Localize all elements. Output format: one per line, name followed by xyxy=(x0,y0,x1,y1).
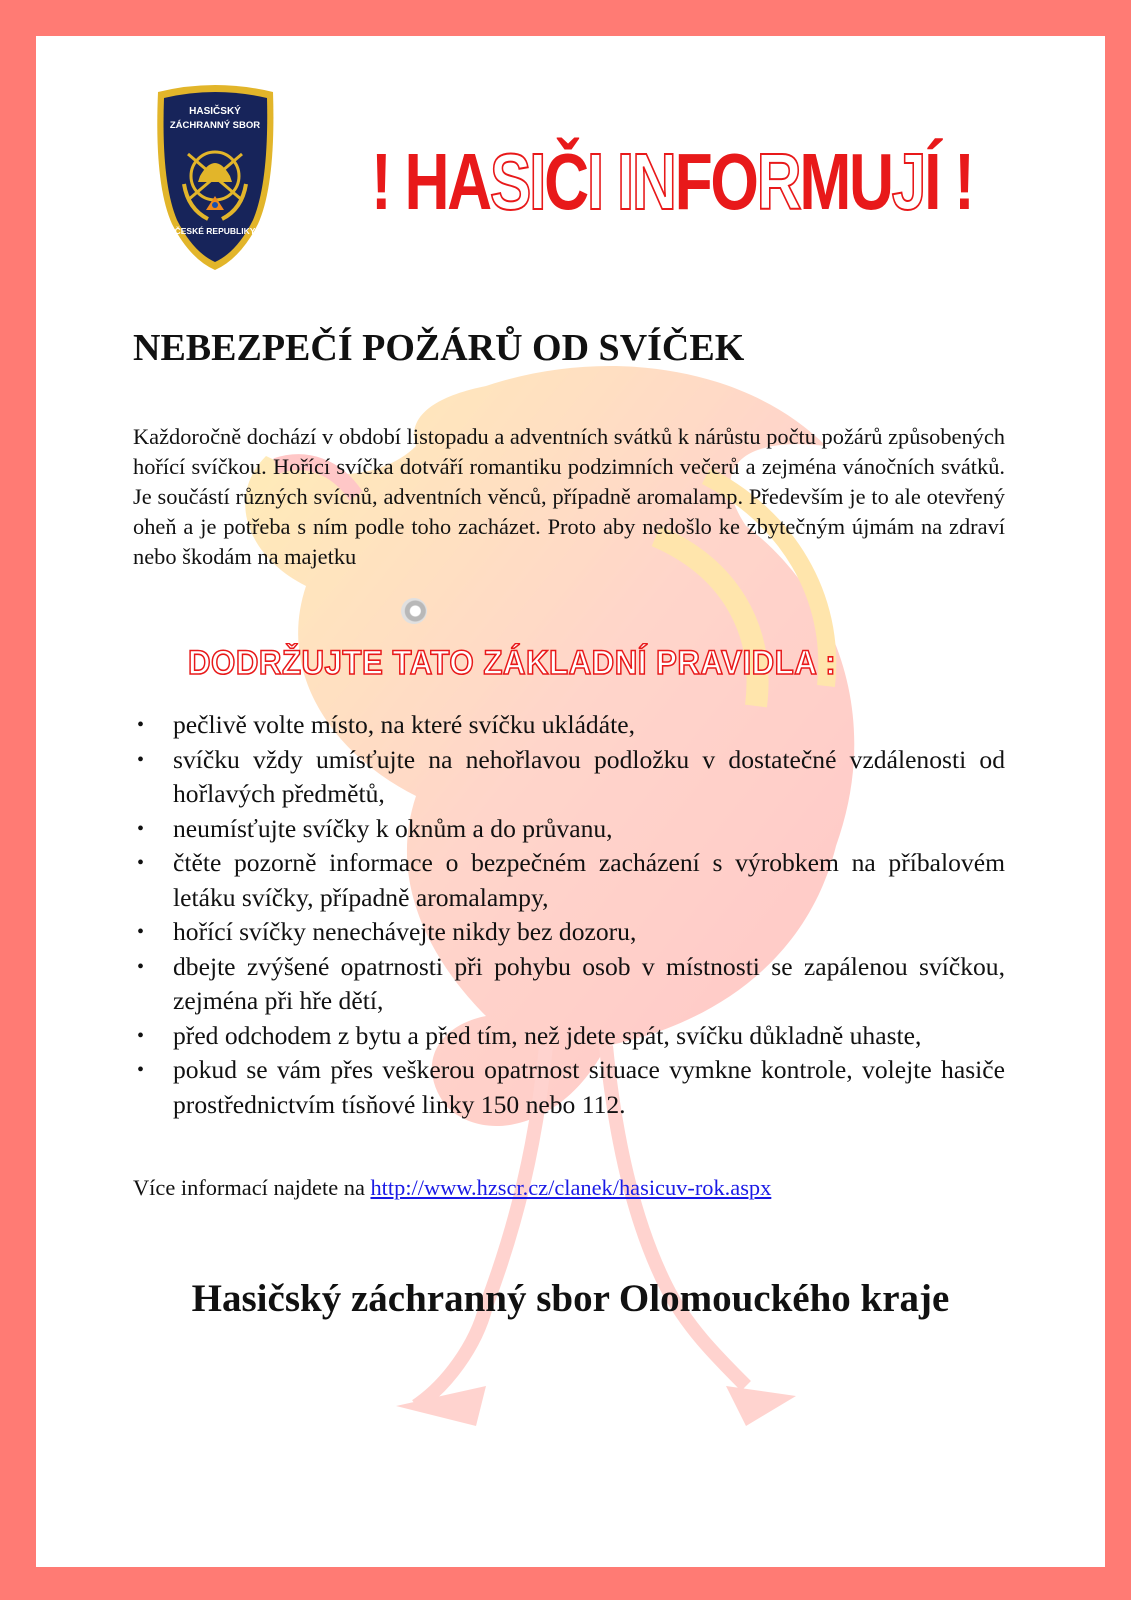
hzs-cr-badge-logo xyxy=(148,84,283,274)
banner-part: SI xyxy=(489,137,545,226)
rule-item: • před odchodem z bytu a před tím, než jdete spát, svíčku důkladně uhaste, xyxy=(133,1019,1005,1054)
banner-part: Í xyxy=(924,137,940,226)
banner-part: J xyxy=(891,137,925,226)
badge-text-top-line1: HASIČSKÝ xyxy=(189,106,241,117)
more-info-link[interactable]: http://www.hzscr.cz/clanek/hasicuv-rok.aspx xyxy=(370,1175,772,1200)
banner-part: R xyxy=(756,137,800,226)
cd-mark-icon xyxy=(401,598,427,624)
banner-part: HA xyxy=(404,137,490,226)
rule-item: • svíčku vždy umísťujte na nehořlavou podložku v dostatečné vzdálenosti od hořlavých předmětů, xyxy=(133,743,1005,812)
banner-part: FO xyxy=(674,137,757,226)
rule-item: • dbejte zvýšené opatrnosti při pohybu osob v místnosti se zapálenou svíčkou, zejména při hře dětí, xyxy=(133,950,1005,1019)
rules-list xyxy=(133,708,1005,1122)
rule-item: • čtěte pozorně informace o bezpečném zacházení s výrobkem na příbalovém letáku svíčky, případně aromalampy, xyxy=(133,846,1005,915)
rule-item: • pečlivě volte místo, na které svíčku ukládáte, xyxy=(133,708,1005,743)
banner-part: MU xyxy=(799,137,892,226)
intro-paragraph: Každoročně dochází v období listopadu a adventních svátků k nárůstu počtu požárů způsobených hořící svíčkou. Hořící svíčka dotváří romantiku podzimních večerů a zejména vánočních svátků. Je součástí různých svícnů, adventních věnců, případně aromalamp. Především je to ale otevřený oheň a je potřeba s ním podle toho zacházet. Proto aby nedošlo ke zbytečným újmám na zdraví nebo škodám na majetku xyxy=(133,424,1005,569)
rules-heading: DODRŽUJTE TATO ZÁKLADNÍ PRAVIDLA : xyxy=(188,644,837,682)
poster-page xyxy=(36,36,1105,1567)
page-title: NEBEZPEČÍ POŽÁRŮ OD SVÍČEK xyxy=(133,327,745,369)
badge-text-bottom: ČESKÉ REPUBLIKY xyxy=(174,226,256,236)
banner-part: Č xyxy=(544,137,587,226)
rule-item: • hořící svíčky nenechávejte nikdy bez dozoru, xyxy=(133,915,1005,950)
banner-part: I xyxy=(586,137,602,226)
more-info-prefix: Více informací najdete na xyxy=(133,1175,371,1200)
banner-part: IN xyxy=(616,137,675,226)
banner-part: ! xyxy=(371,137,405,226)
hasici-informuji-banner xyxy=(371,132,973,232)
rule-item: • pokud se vám přes veškerou opatrnost situace vymkne kontrole, volejte hasiče prostřednictvím tísňové linky 150 nebo 112. xyxy=(133,1053,1005,1122)
more-info-line xyxy=(133,1173,771,1203)
footer-signature: Hasičský záchranný sbor Olomouckého kraje xyxy=(191,1277,950,1320)
banner-part: ! xyxy=(939,137,973,226)
rule-item: • neumísťujte svíčky k oknům a do průvanu, xyxy=(133,812,1005,847)
badge-text-top-line2: ZÁCHRANNÝ SBOR xyxy=(169,120,261,131)
banner-part xyxy=(602,137,617,226)
